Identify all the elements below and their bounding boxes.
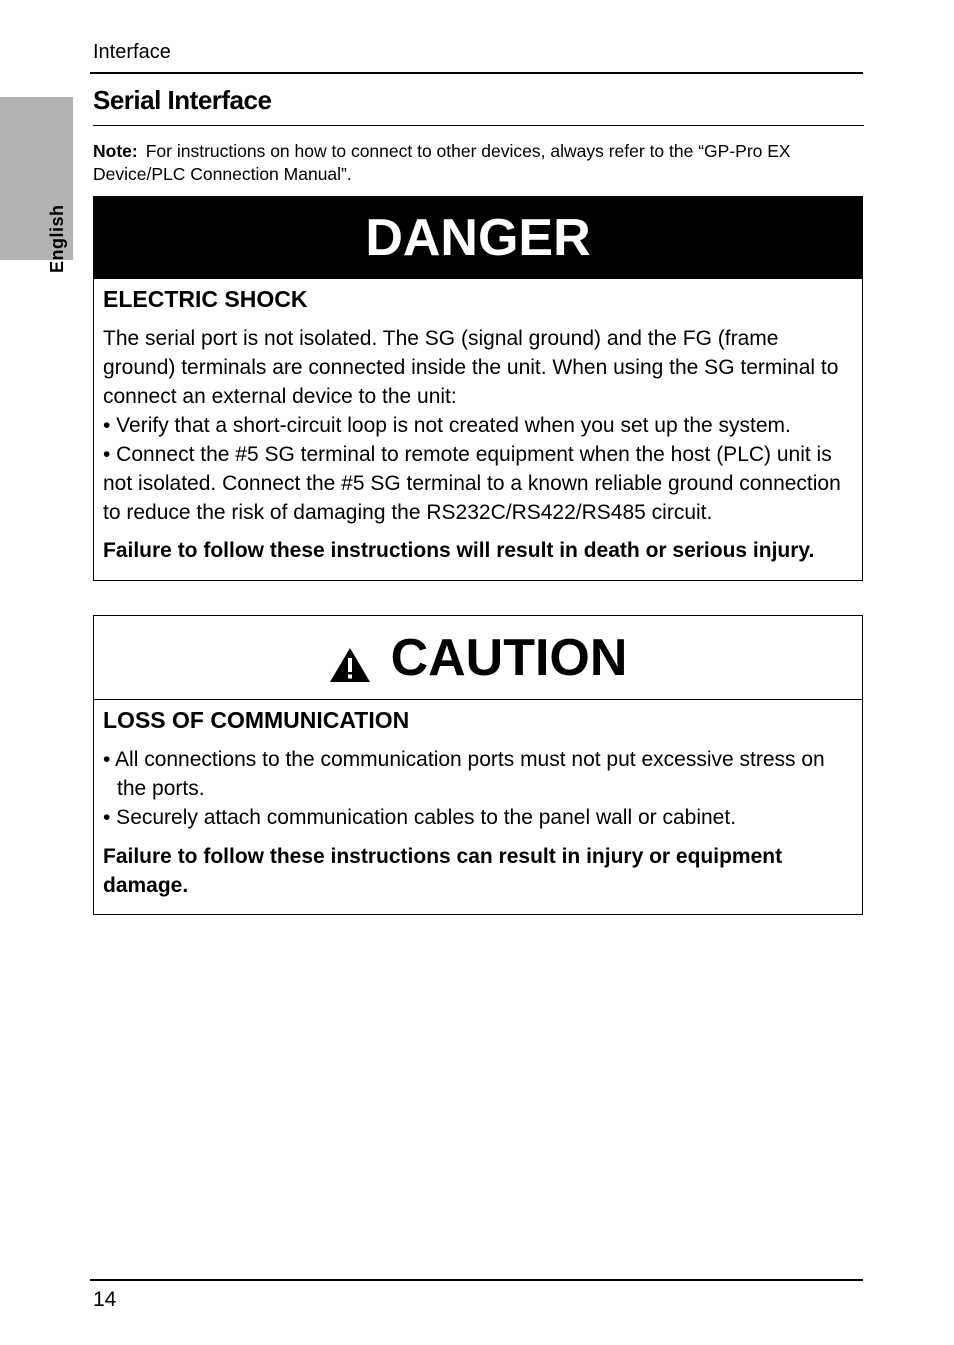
- caution-subtitle: LOSS OF COMMUNICATION: [103, 707, 410, 733]
- caution-bullet: • Securely attach communication cables to the panel wall or cabinet.: [103, 806, 737, 829]
- danger-warning: Failure to follow these instructions will result in death or serious injury.: [103, 539, 815, 562]
- danger-box: [93, 196, 863, 581]
- danger-header: [94, 197, 862, 279]
- danger-text: [103, 324, 853, 527]
- caution-body: [94, 700, 862, 900]
- danger-subtitle: ELECTRIC SHOCK: [103, 286, 308, 312]
- caution-title: CAUTION: [390, 628, 628, 687]
- danger-bullet: • Connect the #5 SG terminal to remote equipment when the host (PLC) unit is not isolated. Connect the #5 SG terminal to a known reliable ground connection to reduce the risk of damaging the RS232C/RS422/RS485 circuit.: [103, 443, 841, 524]
- note: [93, 140, 868, 186]
- danger-bullet: • Verify that a short-circuit loop is not created when you set up the system.: [103, 414, 791, 437]
- language-tab-label: English: [47, 204, 67, 273]
- header-rule: [90, 72, 863, 74]
- note-label: Note:: [93, 141, 138, 161]
- caution-box: [93, 615, 863, 915]
- running-header: Interface: [93, 41, 171, 63]
- caution-bullet: • All connections to the communication ports must not put excessive stress on the ports.: [103, 748, 825, 800]
- section-rule: [93, 125, 864, 126]
- caution-header: [94, 616, 862, 700]
- caution-warning: Failure to follow these instructions can result in injury or equipment damage.: [103, 845, 783, 897]
- language-tab: [0, 97, 73, 273]
- danger-body: [94, 279, 862, 565]
- note-text: For instructions on how to connect to other devices, always refer to the “GP-Pro EX Device/PLC Connection Manual”.: [93, 141, 791, 184]
- page-number: 14: [93, 1288, 117, 1311]
- danger-intro: The serial port is not isolated. The SG (signal ground) and the FG (frame ground) terminals are connected inside the unit. When using the SG terminal to connect an external device to the unit:: [103, 327, 839, 408]
- warning-triangle-icon: [329, 647, 371, 683]
- section-title: Serial Interface: [93, 85, 272, 115]
- danger-title: DANGER: [365, 209, 591, 267]
- footer-rule: [90, 1279, 863, 1281]
- caution-text: [103, 745, 853, 832]
